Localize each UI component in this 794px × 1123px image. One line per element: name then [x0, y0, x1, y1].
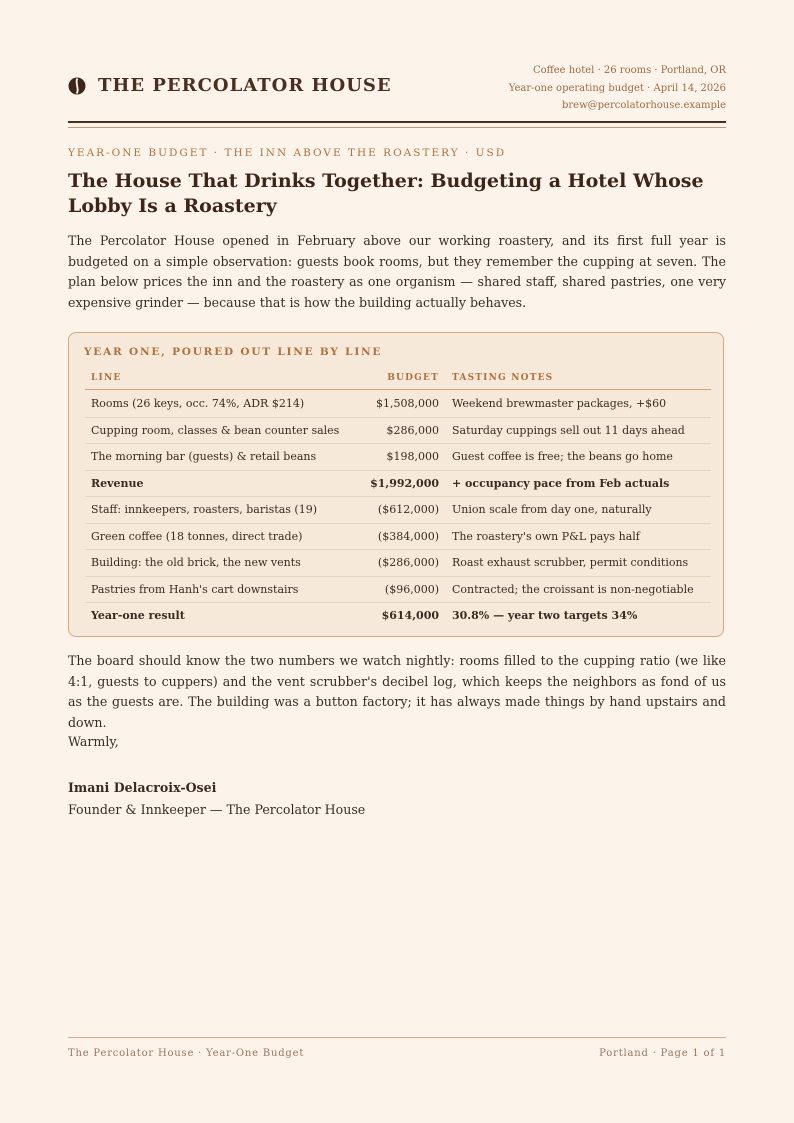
row-line: The morning bar (guests) & retail beans [91, 450, 317, 463]
header-meta [509, 62, 726, 115]
row-budget: $1,508,000 [376, 397, 439, 410]
row-line: Rooms (26 keys, occ. 74%, ADR $214) [91, 397, 305, 410]
brand-name: THE PERCOLATOR HOUSE [98, 75, 392, 96]
page-title: The House That Drinks Together: Budgeting a Hotel Whose Lobby Is a Roastery [68, 170, 704, 217]
table-row [85, 576, 711, 604]
row-budget: ($384,000) [377, 529, 439, 543]
row-line: Staff: innkeepers, roasters, baristas (19) [91, 503, 317, 516]
signer-name: Imani Delacroix-Osei [68, 780, 217, 795]
row-line: Year-one result [91, 609, 185, 622]
table-row [85, 417, 711, 445]
row-notes: Roast exhaust scrubber, permit conditions [452, 556, 689, 569]
closing-paragraph: The board should know the two numbers we watch nightly: rooms filled to the cupping ratio (we like 4:1, guests to cuppers) and the vent scrubber's decibel log, which keeps the neighbors as fond of us as the guests are. The building was a button factory; it has always made things by hand upstairs and down. [68, 653, 726, 730]
budget-table-card [68, 332, 724, 637]
row-line: Green coffee (18 tonnes, direct trade) [91, 529, 303, 543]
row-notes: Guest coffee is free; the beans go home [452, 450, 673, 463]
row-budget: $286,000 [386, 423, 439, 437]
table-row [85, 443, 711, 471]
column-header-notes: TASTING NOTES [452, 373, 554, 383]
row-budget: ($96,000) [384, 582, 439, 596]
row-line: Revenue [91, 476, 144, 490]
letter-page [68, 0, 726, 1123]
intro-paragraph: The Percolator House opened in February above our working roastery, and its first full year is budgeted on a simple observation: guests book rooms, but they remember the cupping at seven. The plan below prices the inn and the roastery as one organism — shared staff, shared pastries, one very expensive grinder — because that is how the building actually behaves. [68, 233, 726, 310]
row-notes: Contracted; the croissant is non-negotiable [452, 582, 694, 596]
table-title: YEAR ONE, POURED OUT LINE BY LINE [84, 346, 383, 358]
table-header [85, 371, 711, 390]
header-rule-thin [68, 127, 726, 128]
meta-email[interactable]: brew@percolatorhouse.example [561, 100, 726, 111]
footer-left: The Percolator House · Year-One Budget [68, 1048, 305, 1059]
kicker: YEAR-ONE BUDGET · THE INN ABOVE THE ROASTERY · USD [68, 147, 507, 159]
coffee-bean-icon [68, 77, 86, 95]
row-notes: + occupancy pace from Feb actuals [452, 476, 670, 490]
row-notes: Union scale from day one, naturally [452, 503, 652, 516]
row-notes: Saturday cuppings sell out 11 days ahead [452, 423, 685, 437]
row-notes: 30.8% — year two targets 34% [452, 609, 638, 622]
row-budget: $614,000 [381, 609, 439, 622]
table-row [85, 549, 711, 577]
footer-rule [68, 1037, 726, 1038]
meta-location: Coffee hotel · 26 rooms · Portland, OR [532, 65, 726, 76]
row-line: Cupping room, classes & bean counter sales [91, 423, 340, 437]
row-line: Pastries from Hanh's cart downstairs [91, 582, 299, 596]
row-budget: ($286,000) [377, 556, 439, 569]
meta-date: Year-one operating budget · April 14, 2026 [508, 82, 726, 94]
table-row-revenue-total [85, 470, 711, 498]
column-header-budget: BUDGET [387, 373, 439, 383]
brand [68, 75, 392, 96]
signer-role: Founder & Innkeeper — The Percolator House [68, 802, 366, 817]
table-row [85, 496, 711, 524]
table-row [85, 523, 711, 551]
table-row [85, 390, 711, 418]
footer-right: Portland · Page 1 of 1 [599, 1048, 726, 1059]
row-budget: $198,000 [386, 450, 439, 463]
column-header-line: LINE [91, 373, 122, 383]
row-notes: The roastery's own P&L pays half [452, 529, 640, 543]
row-line: Building: the old brick, the new vents [91, 556, 301, 569]
header-rule-thick [68, 121, 726, 123]
row-budget: ($612,000) [377, 503, 439, 516]
signoff: Warmly, [68, 734, 119, 749]
row-budget: $1,992,000 [370, 476, 439, 490]
row-notes: Weekend brewmaster packages, +$60 [452, 397, 667, 410]
table-row-result [85, 602, 711, 629]
